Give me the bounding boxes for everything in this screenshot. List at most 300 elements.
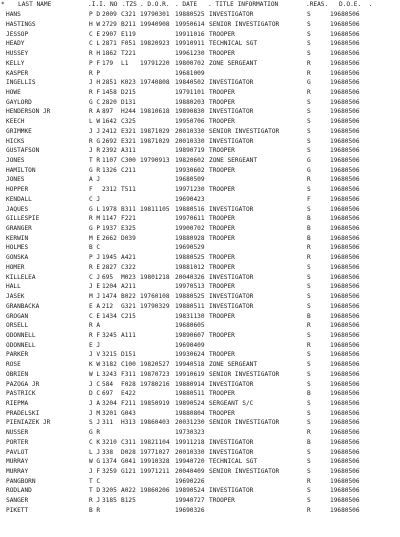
- last-name-cell: PANGBORN: [6, 477, 36, 485]
- date-cell: 19950614: [175, 20, 205, 28]
- doe-cell: 19680506: [330, 283, 360, 291]
- last-name-cell: RODLAND: [6, 487, 32, 495]
- table-row: [0, 274, 400, 282]
- title-cell: TROOPER: [209, 186, 235, 194]
- doe-cell: 19680506: [330, 322, 360, 330]
- doe-cell: 19680506: [330, 186, 360, 194]
- doe-cell: 19680506: [330, 205, 360, 213]
- title-cell: TECHNICAL SGT: [209, 40, 258, 48]
- last-name-cell: JONES: [6, 157, 25, 164]
- last-name-cell: HOMER: [6, 263, 25, 271]
- reason-cell: B: [307, 215, 311, 223]
- reason-cell: S: [307, 50, 311, 58]
- tzs-cell: A022: [121, 487, 136, 495]
- date-cell: 19930602: [175, 166, 205, 174]
- doe-cell: 19680506: [330, 147, 360, 155]
- table-row: [0, 108, 400, 116]
- reason-cell: S: [307, 302, 311, 310]
- doe-cell: 19680506: [330, 59, 360, 67]
- doe-cell: 19680506: [330, 312, 360, 320]
- doe-cell: 19680506: [330, 419, 360, 427]
- date-cell: 19880914: [175, 380, 205, 388]
- table-row: [0, 70, 400, 78]
- tzs-cell: M023: [121, 273, 136, 281]
- last-name-cell: ROSE: [6, 361, 21, 369]
- number-cell: 3215: [102, 351, 117, 359]
- number-cell: 179: [102, 59, 114, 67]
- number-cell: 338: [102, 448, 114, 456]
- tzs-cell: A421: [121, 254, 136, 262]
- table-row: [0, 429, 400, 437]
- table-row: [0, 225, 400, 233]
- number-cell: 2851: [102, 79, 117, 87]
- title-cell: TROOPER: [209, 166, 235, 174]
- doe-cell: 19680506: [330, 409, 360, 417]
- initials-cell: C J: [89, 195, 101, 203]
- table-row: [0, 332, 400, 340]
- last-name-cell: INGELLIS: [6, 79, 36, 87]
- table-row: [0, 254, 400, 262]
- title-cell: SENIOR INVESTIGATOR: [209, 419, 280, 427]
- number-cell: 1862: [102, 50, 117, 58]
- title-cell: TROOPER: [209, 351, 235, 359]
- last-name-cell: ODONNELL: [6, 341, 36, 349]
- number-cell: 2392: [102, 147, 117, 155]
- tzs-cell: E321: [121, 127, 136, 135]
- last-name-cell: GILLESPIE: [6, 215, 40, 223]
- last-name-cell: GRANBACKA: [6, 302, 40, 310]
- doe-cell: 19680506: [330, 380, 360, 388]
- last-name-cell: ODONNELL: [6, 331, 36, 339]
- tzs-cell: F221: [121, 215, 136, 223]
- table-row: [0, 478, 400, 486]
- reason-cell: B: [307, 312, 311, 320]
- number-cell: 1474: [102, 293, 117, 301]
- tzs-cell: C321: [121, 11, 136, 19]
- initials-cell: W G: [89, 458, 101, 466]
- dor-cell: 19820527: [140, 361, 170, 369]
- date-cell: 19730323: [175, 429, 205, 437]
- doe-cell: 19680506: [330, 176, 360, 184]
- title-cell: TROOPER: [209, 312, 235, 320]
- title-cell: INVESTIGATOR: [209, 448, 254, 456]
- date-cell: 19961230: [175, 50, 205, 58]
- table-row: [0, 244, 400, 252]
- number-cell: 697: [102, 390, 114, 398]
- date-cell: 19831130: [175, 312, 205, 320]
- table-row: [0, 458, 400, 466]
- table-row: [0, 206, 400, 214]
- title-cell: INVESTIGATOR: [209, 487, 254, 495]
- date-cell: 19690226: [175, 477, 205, 485]
- doe-cell: 19680506: [330, 341, 360, 349]
- date-cell: 19890719: [175, 147, 205, 155]
- reason-cell: B: [307, 234, 311, 242]
- reason-cell: S: [307, 487, 311, 495]
- title-cell: INVESTIGATOR: [209, 137, 254, 145]
- initials-cell: G C: [89, 98, 101, 106]
- tzs-cell: C211: [121, 166, 136, 174]
- reason-cell: R: [307, 254, 311, 262]
- reason-cell: S: [307, 361, 311, 369]
- reason-cell: R: [307, 429, 311, 437]
- number-cell: 3210: [102, 438, 117, 446]
- dor-cell: 19740808: [140, 79, 170, 87]
- initials-cell: H W: [89, 20, 101, 28]
- title-cell: TROOPER: [209, 497, 235, 505]
- last-name-cell: KENDALL: [6, 195, 32, 203]
- doe-cell: 19680506: [330, 487, 360, 495]
- date-cell: 19910911: [175, 40, 205, 48]
- table-row: [0, 176, 400, 184]
- doe-cell: 19680506: [330, 108, 360, 116]
- initials-cell: J A: [89, 400, 101, 407]
- doe-cell: 19680506: [330, 370, 360, 378]
- reason-cell: S: [307, 380, 311, 388]
- date-cell: 19940727: [175, 497, 205, 505]
- last-name-cell: HUSSEY: [6, 50, 29, 58]
- initials-cell: R F: [89, 88, 101, 96]
- number-cell: 1147: [102, 215, 117, 223]
- dor-cell: 19871029: [140, 127, 170, 135]
- initials-cell: J C: [89, 380, 101, 388]
- number-cell: 3259: [102, 468, 117, 476]
- tzs-cell: D039: [121, 234, 136, 242]
- doe-cell: 19680506: [330, 137, 360, 145]
- dor-cell: 19790913: [140, 157, 170, 164]
- title-cell: INVESTIGATOR: [209, 438, 254, 446]
- reason-cell: S: [307, 98, 311, 106]
- number-cell: 2871: [102, 40, 117, 48]
- title-cell: TROOPER: [209, 98, 235, 106]
- dor-cell: 19791220: [140, 59, 170, 67]
- title-cell: SENIOR INVESTIGATOR: [209, 370, 280, 378]
- tzs-cell: H244: [121, 108, 136, 116]
- tzs-cell: D215: [121, 88, 136, 96]
- table-row: [0, 507, 400, 515]
- dor-cell: 19820923: [140, 40, 170, 48]
- initials-cell: A J: [89, 176, 101, 184]
- tzs-cell: H313: [121, 419, 136, 427]
- initials-cell: J V: [89, 351, 101, 359]
- date-cell: 19690326: [175, 506, 205, 514]
- doe-cell: 19680506: [330, 429, 360, 437]
- date-cell: 19930624: [175, 351, 205, 359]
- date-cell: 19800702: [175, 59, 205, 67]
- date-cell: 19880511: [175, 390, 205, 398]
- last-name-cell: KEECH: [6, 118, 25, 126]
- doe-cell: 19680506: [330, 30, 360, 38]
- number-cell: 1945: [102, 254, 117, 262]
- date-cell: 19880525: [175, 293, 205, 301]
- date-cell: 20040409: [175, 468, 205, 476]
- tzs-cell: A211: [121, 283, 136, 291]
- dor-cell: 19850919: [140, 400, 170, 407]
- reason-cell: S: [307, 273, 311, 281]
- date-cell: 19840502: [175, 79, 205, 87]
- date-cell: 19890830: [175, 108, 205, 116]
- doe-cell: 19680506: [330, 273, 360, 281]
- initials-cell: C E: [89, 312, 101, 320]
- dor-cell: 19870723: [140, 370, 170, 378]
- reason-cell: S: [307, 419, 311, 427]
- reason-cell: S: [307, 370, 311, 378]
- date-cell: 19881012: [175, 263, 205, 271]
- reason-cell: F: [307, 195, 311, 203]
- date-cell: 20031230: [175, 419, 205, 427]
- reason-cell: S: [307, 263, 311, 271]
- number-cell: 1326: [102, 166, 117, 174]
- initials-cell: M E: [89, 234, 101, 242]
- table-header: [0, 0, 400, 10]
- last-name-cell: HASTINGS: [6, 20, 36, 28]
- last-name-cell: GROGAN: [6, 312, 29, 320]
- initials-cell: J H: [89, 79, 101, 87]
- table-row: [0, 410, 400, 418]
- last-name-cell: OBRIEN: [6, 370, 29, 378]
- title-cell: TROOPER: [209, 118, 235, 126]
- initials-cell: G R: [89, 429, 101, 437]
- header-last-name: LAST NAME: [18, 1, 52, 8]
- title-cell: TROOPER: [209, 331, 235, 339]
- table-row: [0, 371, 400, 379]
- last-name-cell: MURRAY: [6, 468, 29, 476]
- title-cell: TROOPER: [209, 225, 235, 233]
- date-cell: 19690529: [175, 244, 205, 252]
- initials-cell: B R: [89, 506, 101, 514]
- reason-cell: R: [307, 341, 311, 349]
- table-row: [0, 138, 400, 146]
- tzs-cell: F311: [121, 370, 136, 378]
- title-cell: TROOPER: [209, 283, 235, 291]
- table-row: [0, 60, 400, 68]
- initials-cell: G L: [89, 205, 101, 213]
- tzs-cell: B211: [121, 20, 136, 28]
- initials-cell: L J: [89, 448, 101, 456]
- initials-cell: R M: [89, 215, 101, 223]
- date-cell: 19911016: [175, 30, 205, 38]
- initials-cell: R A: [89, 322, 101, 330]
- last-name-cell: GAYLORD: [6, 98, 32, 106]
- table-row: [0, 118, 400, 126]
- last-name-cell: SANGER: [6, 497, 29, 505]
- reason-cell: R: [307, 176, 311, 184]
- last-name-cell: HOWE: [6, 88, 21, 96]
- header-title: . TITLE INFORMATION: [208, 1, 279, 8]
- title-cell: TROOPER: [209, 88, 235, 96]
- number-cell: 1642: [102, 118, 117, 126]
- date-cell: 19910619: [175, 370, 205, 378]
- date-cell: 19680605: [175, 322, 205, 330]
- number-cell: 2312: [102, 186, 117, 194]
- title-cell: ZONE SERGEANT: [209, 59, 258, 67]
- dor-cell: 19790301: [140, 11, 170, 19]
- reason-cell: G: [307, 166, 311, 174]
- initials-cell: G P: [89, 225, 101, 233]
- initials-cell: R G: [89, 137, 101, 145]
- title-cell: INVESTIGATOR: [209, 302, 254, 310]
- reason-cell: S: [307, 497, 311, 505]
- reason-cell: R: [307, 88, 311, 96]
- last-name-cell: KILLELEA: [6, 273, 36, 281]
- tzs-cell: C311: [121, 438, 136, 446]
- doe-cell: 19680506: [330, 157, 360, 164]
- table-row: [0, 419, 400, 427]
- dor-cell: 19780216: [140, 380, 170, 388]
- reason-cell: G: [307, 79, 311, 87]
- number-cell: 2692: [102, 137, 117, 145]
- title-cell: TROOPER: [209, 234, 235, 242]
- header-reas: .REAS.: [306, 1, 329, 8]
- doe-cell: 19680506: [330, 263, 360, 271]
- number-cell: 3201: [102, 409, 117, 417]
- reason-cell: R: [307, 69, 311, 77]
- tzs-cell: G043: [121, 409, 136, 417]
- title-cell: INVESTIGATOR: [209, 273, 254, 281]
- header-doe: D.O.E. .: [339, 1, 373, 8]
- tzs-cell: A111: [121, 331, 136, 339]
- table-row: [0, 468, 400, 476]
- table-row: [0, 235, 400, 243]
- table-row: [0, 390, 400, 398]
- tzs-cell: D151: [121, 351, 136, 359]
- table-row: [0, 303, 400, 311]
- title-cell: SENIOR INVESTIGATOR: [209, 127, 280, 135]
- header-tzs: .TZS: [122, 1, 137, 8]
- table-row: [0, 147, 400, 155]
- last-name-cell: GRANGER: [6, 225, 32, 233]
- reason-cell: S: [307, 205, 311, 213]
- dor-cell: 19860206: [140, 487, 170, 495]
- initials-cell: F: [89, 186, 93, 194]
- date-cell: 19880516: [175, 205, 205, 213]
- reason-cell: S: [307, 40, 311, 48]
- table-row: [0, 40, 400, 48]
- table-row: [0, 186, 400, 194]
- tzs-cell: C100: [121, 361, 136, 369]
- reason-cell: S: [307, 186, 311, 194]
- dor-cell: 19821104: [140, 438, 170, 446]
- last-name-cell: NUSSER: [6, 429, 29, 437]
- doe-cell: 19680506: [330, 390, 360, 398]
- table-row: [0, 264, 400, 272]
- initials-cell: R H: [89, 50, 101, 58]
- reason-cell: S: [307, 118, 311, 126]
- tzs-cell: F028: [121, 380, 136, 388]
- doe-cell: 19680506: [330, 225, 360, 233]
- table-row: [0, 322, 400, 330]
- initials-cell: P J: [89, 254, 101, 262]
- reason-cell: S: [307, 409, 311, 417]
- initials-cell: C L: [89, 40, 101, 48]
- last-name-cell: PAZOGA JR: [6, 380, 40, 388]
- table-row: [0, 283, 400, 291]
- last-name-cell: HEADY: [6, 40, 25, 48]
- tzs-cell: L1: [121, 59, 129, 67]
- table-row: [0, 313, 400, 321]
- last-name-cell: HICKS: [6, 137, 25, 145]
- date-cell: 19880511: [175, 302, 205, 310]
- doe-cell: 19680506: [330, 88, 360, 96]
- initials-cell: J E: [89, 283, 101, 291]
- initials-cell: W L: [89, 370, 101, 378]
- last-name-cell: PORTER: [6, 438, 29, 446]
- reason-cell: B: [307, 438, 311, 446]
- date-cell: 19880203: [175, 98, 205, 106]
- table-row: [0, 497, 400, 505]
- table-row: [0, 89, 400, 97]
- number-cell: 695: [102, 273, 114, 281]
- tzs-cell: G121: [121, 468, 136, 476]
- doe-cell: 19680506: [330, 361, 360, 369]
- doe-cell: 19680506: [330, 234, 360, 242]
- initials-cell: P D: [89, 11, 101, 19]
- reason-cell: S: [307, 137, 311, 145]
- last-name-cell: GRIMMKE: [6, 127, 32, 135]
- date-cell: 19970611: [175, 215, 205, 223]
- table-row: [0, 351, 400, 359]
- doe-cell: 19680506: [330, 438, 360, 446]
- tzs-cell: K023: [121, 79, 136, 87]
- table-row: [0, 487, 400, 495]
- last-name-cell: HOPPER: [6, 186, 29, 194]
- dor-cell: 19760108: [140, 293, 170, 301]
- tzs-cell: F051: [121, 40, 136, 48]
- date-cell: 19890607: [175, 331, 205, 339]
- date-cell: 19880804: [175, 409, 205, 417]
- tzs-cell: D131: [121, 98, 136, 106]
- date-cell: 19971230: [175, 186, 205, 194]
- initials-cell: T D: [89, 487, 101, 495]
- last-name-cell: KERWIN: [6, 234, 29, 242]
- tzs-cell: E321: [121, 137, 136, 145]
- number-cell: 3182: [102, 361, 117, 369]
- number-cell: 3245: [102, 331, 117, 339]
- date-cell: 20040326: [175, 273, 205, 281]
- last-name-cell: PRADELSKI: [6, 409, 40, 417]
- reason-cell: S: [307, 448, 311, 456]
- doe-cell: 19680506: [330, 351, 360, 359]
- number-cell: 2729: [102, 20, 117, 28]
- initials-cell: G R: [89, 166, 101, 174]
- initials-cell: R E: [89, 263, 101, 271]
- date-cell: 19940720: [175, 458, 205, 466]
- table-row: [0, 439, 400, 447]
- number-cell: 2907: [102, 30, 117, 38]
- header-date: . DATE: [175, 1, 198, 8]
- doe-cell: 19680506: [330, 458, 360, 466]
- doe-cell: 19680506: [330, 448, 360, 456]
- initials-cell: B C: [89, 244, 101, 252]
- initials-cell: J J: [89, 127, 101, 135]
- table-row: [0, 400, 400, 408]
- last-name-cell: KELLY: [6, 59, 25, 67]
- tzs-cell: T221: [121, 50, 136, 58]
- initials-cell: E A: [89, 302, 101, 310]
- number-cell: 897: [102, 108, 114, 116]
- date-cell: 19950706: [175, 118, 205, 126]
- number-cell: 3243: [102, 370, 117, 378]
- initials-cell: E J: [89, 341, 101, 349]
- reason-cell: S: [307, 293, 311, 301]
- reason-cell: R: [307, 244, 311, 252]
- table-row: [0, 128, 400, 136]
- title-cell: INVESTIGATOR: [209, 108, 254, 116]
- last-name-cell: JAQUES: [6, 205, 29, 213]
- table-row: [0, 79, 400, 87]
- dor-cell: 19971211: [140, 468, 170, 476]
- doe-cell: 19680506: [330, 20, 360, 28]
